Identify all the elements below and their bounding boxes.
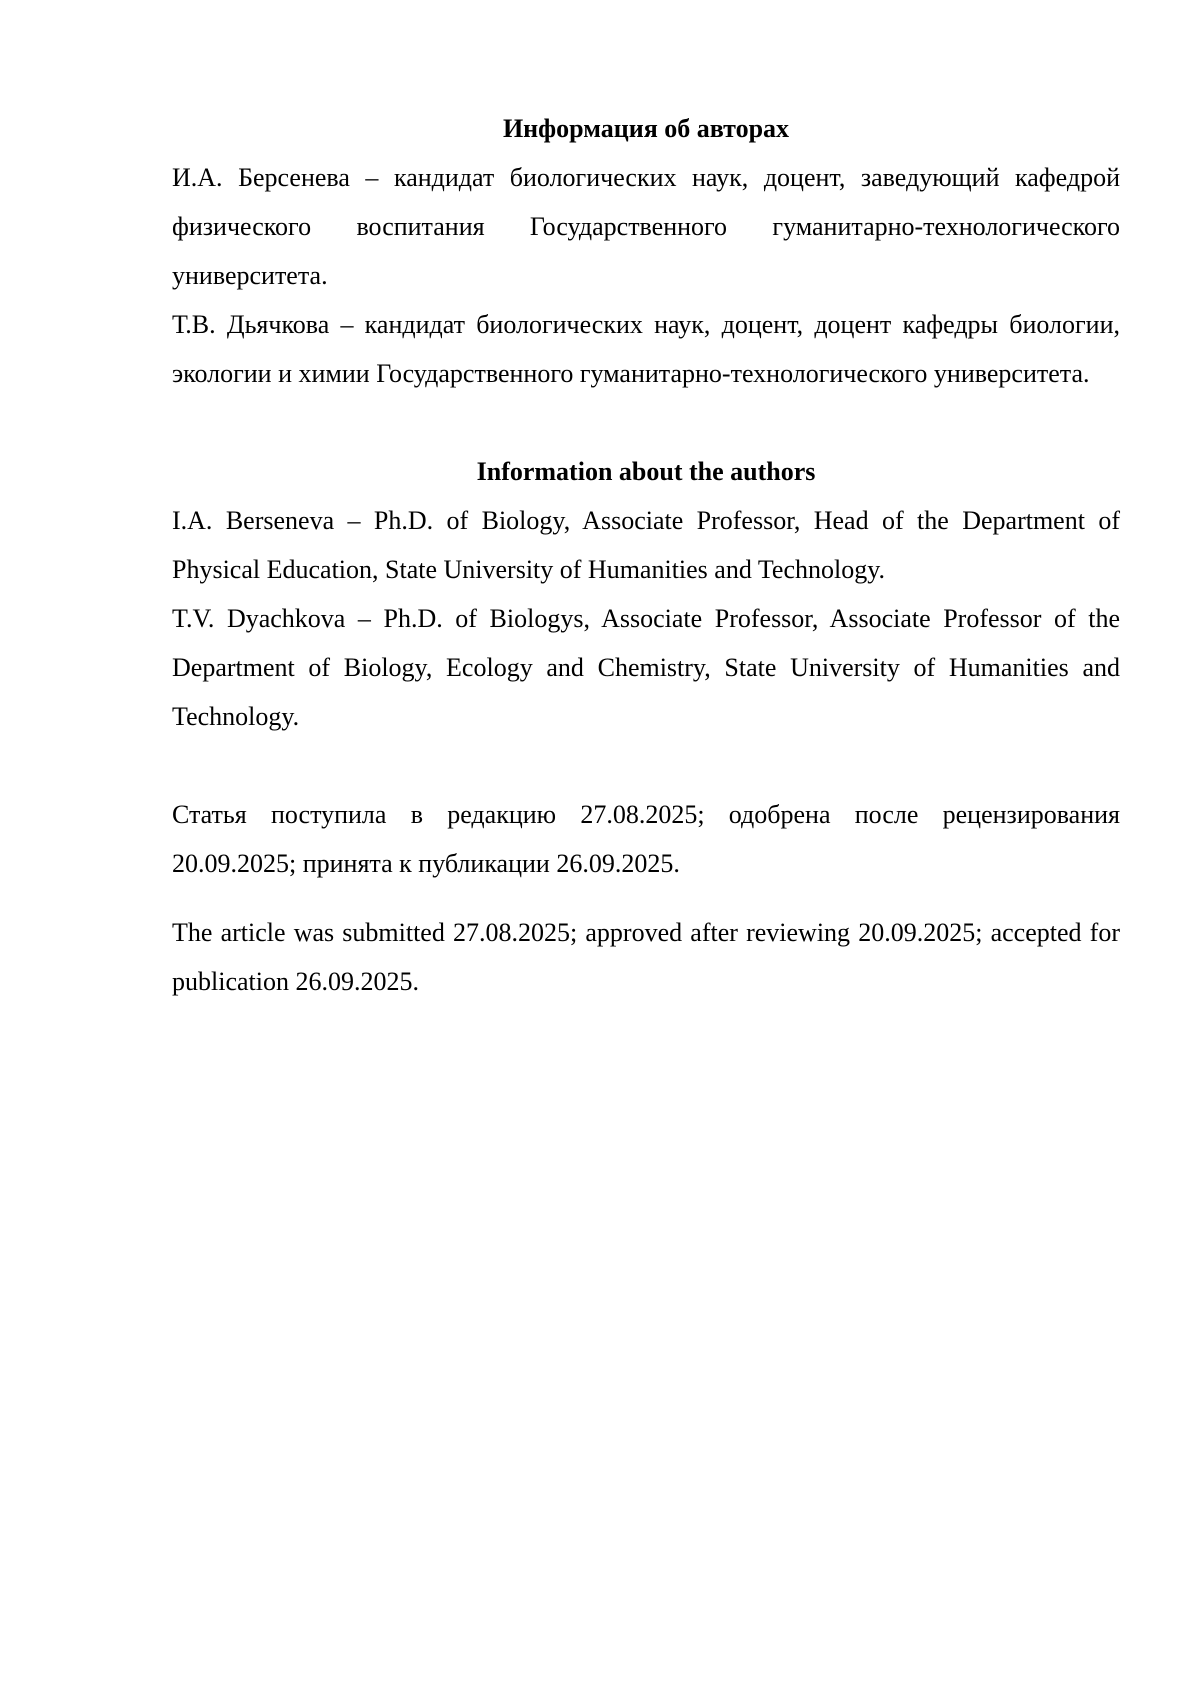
document-page: [172, 104, 1120, 1006]
ru-author-2: Т.В. Дьячкова – кандидат биологических наук, доцент, доцент кафедры биологии, экологии и химии Государственного гуманитарно-технологического университета.: [172, 300, 1120, 398]
ru-authors-heading: Информация об авторах: [172, 104, 1120, 153]
section-spacer: [172, 741, 1120, 790]
en-authors-heading: Information about the authors: [172, 447, 1120, 496]
ru-author-1: И.А. Берсенева – кандидат биологических наук, доцент, заведующий кафедрой физического воспитания Государственного гуманитарно-технологического университета.: [172, 153, 1120, 300]
en-author-1: I.A. Berseneva – Ph.D. of Biology, Associate Professor, Head of the Department of Physical Education, State University of Humanities and Technology.: [172, 496, 1120, 594]
article-dates-en: The article was submitted 27.08.2025; approved after reviewing 20.09.2025; accepted for publication 26.09.2025.: [172, 908, 1120, 1006]
article-dates-ru: Статья поступила в редакцию 27.08.2025; одобрена после рецензирования 20.09.2025; принята к публикации 26.09.2025.: [172, 790, 1120, 888]
section-spacer: [172, 398, 1120, 447]
en-author-2: T.V. Dyachkova – Ph.D. of Biologys, Associate Professor, Associate Professor of the Department of Biology, Ecology and Chemistry, State University of Humanities and Technology.: [172, 594, 1120, 741]
note-spacer: [172, 888, 1120, 908]
